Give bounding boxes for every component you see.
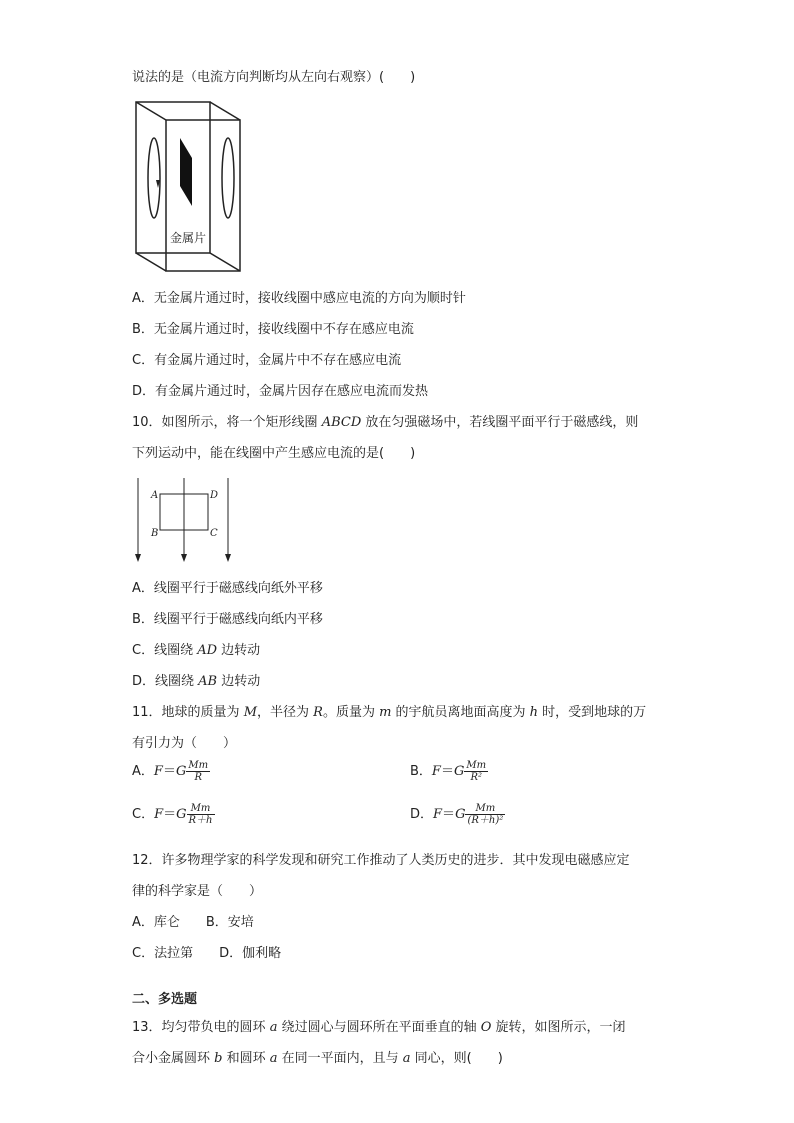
section-heading: 二、多选题 [132, 992, 198, 1007]
q9-option-d: D．有金属片通过时，金属片因存在感应电流而发热 [132, 384, 429, 399]
q10-field-arrow-icon [225, 554, 231, 562]
q9-stem-tail: 说法的是（电流方向判断均从左向右观察）( ) [132, 70, 416, 85]
q10-field-arrow-icon [135, 554, 141, 562]
q11-stem-line1: 11．地球的质量为 M，半径为 R。质量为 m 的宇航员离地面高度为 h 时，受到地球的万 [132, 705, 647, 720]
q12-stem-line1: 12．许多物理学家的科学发现和研究工作推动了人类历史的进步．其中发现电磁感应定 [132, 853, 630, 868]
q10-label-d: D [210, 490, 219, 501]
q10-option-c: C．线圈绕 AD 边转动 [132, 643, 261, 658]
q9-option-a: A．无金属片通过时，接收线圈中感应电流的方向为顺时针 [132, 291, 466, 306]
q12-options-row2: C．法拉第 D．伽利略 [132, 946, 282, 961]
q11-option-a: A．F＝G $\frac{Mm}{R}$ [132, 760, 209, 783]
q9-option-b: B．无金属片通过时，接收线圈中不存在感应电流 [132, 322, 414, 337]
q9-option-c: C．有金属片通过时，金属片中不存在感应电流 [132, 353, 402, 368]
q11-option-b: B．F＝G $\frac{Mm}{\text{R²}}$ [410, 760, 487, 783]
q9-right-coil [222, 138, 234, 218]
q10-option-b: B．线圈平行于磁感线向纸内平移 [132, 612, 323, 627]
q9-figure-label: 金属片 [170, 231, 207, 245]
q10-label-b: B [151, 528, 159, 539]
q9-figure [130, 98, 246, 274]
q12-stem-line2: 律的科学家是（ ） [132, 884, 263, 899]
q9-metal-plate [180, 138, 192, 206]
q10-label-c: C [210, 528, 218, 539]
q13-stem-line2: 合小金属圆环 b 和圆环 a 在同一平面内，且与 a 同心，则( ) [132, 1051, 503, 1066]
q13-stem-line1: 13．均匀带负电的圆环 a 绕过圆心与圆环所在平面垂直的轴 O 旋转，如图所示，一闭 [132, 1020, 626, 1035]
q11-stem-line2: 有引力为（ ） [132, 736, 237, 751]
q10-figure [132, 476, 236, 566]
q11-option-d: D．F＝G $\frac{Mm}{\text{(R＋h)²}}$ [410, 803, 504, 826]
q12-options-row1: A．库仑 B．安培 [132, 915, 254, 930]
q10-field-arrow-icon [181, 554, 187, 562]
q10-option-d: D．线圈绕 AB 边转动 [132, 674, 261, 689]
q11-option-c: C．F＝G $\frac{Mm}{R+h}$ [132, 803, 213, 826]
q10-option-a: A．线圈平行于磁感线向纸外平移 [132, 581, 323, 596]
q9-left-coil [148, 138, 160, 218]
q10-stem-line2: 下列运动中，能在线圈中产生感应电流的是( ) [132, 446, 416, 461]
q10-label-a: A [151, 490, 159, 501]
q10-stem-line1: 10．如图所示，将一个矩形线圈 ABCD 放在匀强磁场中，若线圈平面平行于磁感线，则 [132, 415, 639, 430]
